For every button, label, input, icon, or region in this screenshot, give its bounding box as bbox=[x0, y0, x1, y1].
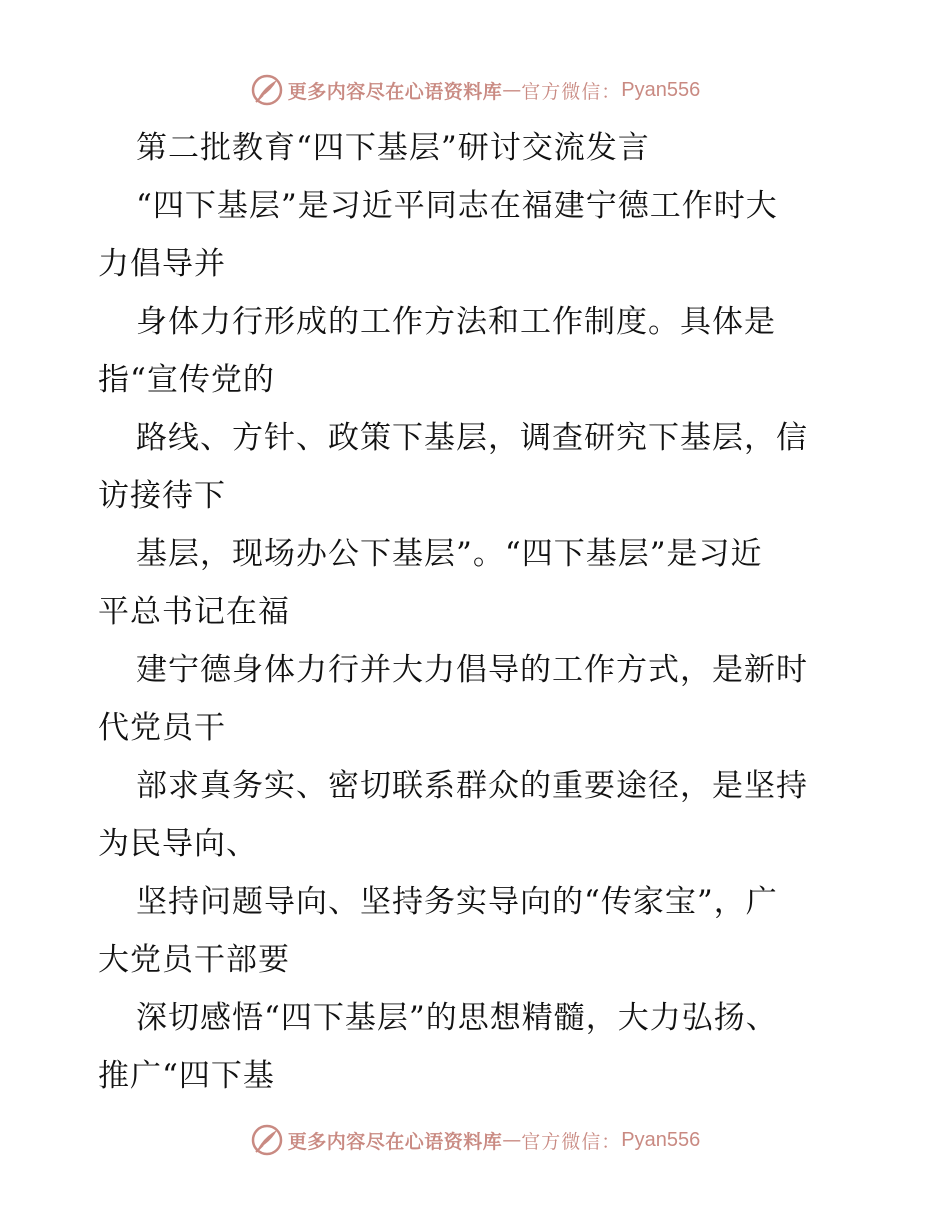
header-watermark bbox=[0, 70, 950, 110]
text-line: 基层，现场办公下基层”。“四下基层”是习近 bbox=[136, 536, 763, 572]
watermark-brand: 更多内容尽在心语资料库 bbox=[287, 1130, 503, 1153]
footer-watermark bbox=[0, 1120, 950, 1160]
watermark-brand: 更多内容尽在心语资料库 bbox=[287, 80, 503, 103]
text-line: 坚持问题导向、坚持务实导向的“传家宝”，广 bbox=[136, 884, 778, 920]
text-line: 平总书记在福 bbox=[98, 594, 290, 630]
watermark-contact-label: 官方微信： bbox=[521, 80, 622, 103]
text-line: 为民导向、 bbox=[98, 826, 258, 862]
quill-logo-icon bbox=[250, 1123, 284, 1157]
watermark-contact-label: 官方微信： bbox=[521, 1130, 622, 1153]
text-line: 访接待下 bbox=[98, 478, 226, 514]
quill-logo-icon bbox=[250, 73, 284, 107]
watermark-contact-id: Pyan556 bbox=[621, 1128, 701, 1151]
text-line: “四下基层”是习近平同志在福建宁德工作时大 bbox=[136, 188, 778, 224]
text-line: 身体力行形成的工作方法和工作制度。具体是 bbox=[136, 304, 776, 340]
document-title: 第二批教育“四下基层”研讨交流发言 bbox=[136, 130, 650, 166]
watermark-contact-id: Pyan556 bbox=[621, 78, 701, 101]
text-line: 深切感悟“四下基层”的思想精髓，大力弘扬、 bbox=[136, 1000, 778, 1036]
text-line: 建宁德身体力行并大力倡导的工作方式，是新时 bbox=[136, 652, 808, 688]
text-line: 代党员干 bbox=[98, 710, 226, 746]
watermark-dash: — bbox=[502, 1129, 522, 1151]
text-line: 力倡导并 bbox=[98, 246, 226, 282]
watermark-dash: — bbox=[502, 79, 522, 101]
text-line: 大党员干部要 bbox=[98, 942, 290, 978]
text-line: 路线、方针、政策下基层，调查研究下基层，信 bbox=[136, 420, 808, 456]
text-line: 指“宣传党的 bbox=[98, 362, 275, 398]
text-line: 推广“四下基 bbox=[98, 1058, 275, 1094]
text-line: 部求真务实、密切联系群众的重要途径，是坚持 bbox=[136, 768, 808, 804]
